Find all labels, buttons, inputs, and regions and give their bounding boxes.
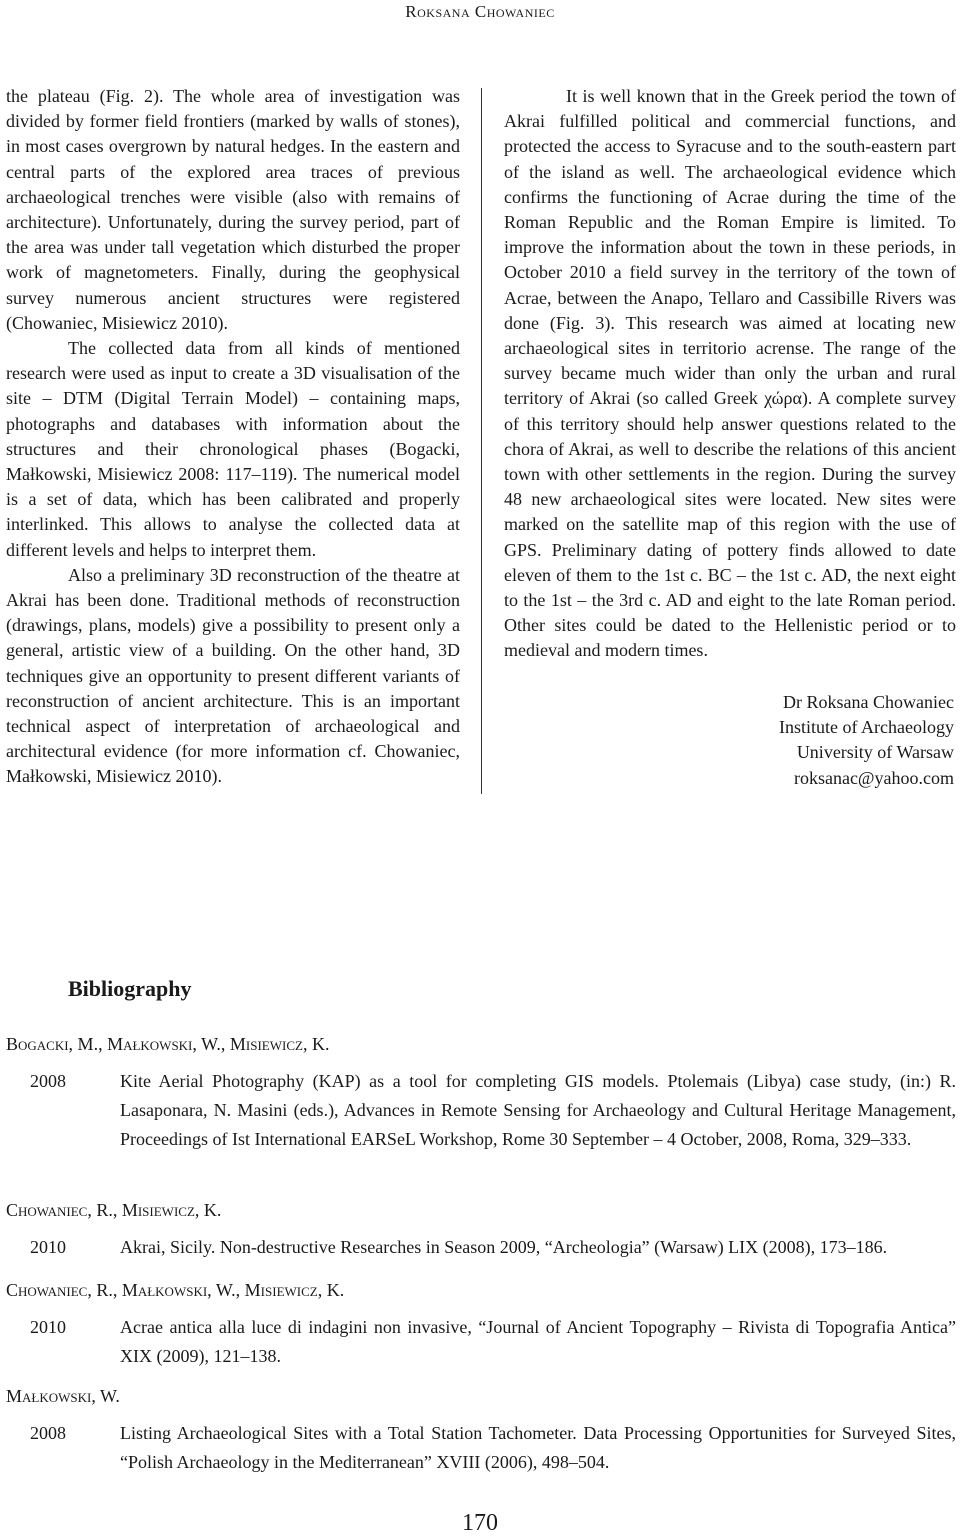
right-column <box>504 84 956 664</box>
bibliography-heading: Bibliography <box>68 976 192 1001</box>
bib-author: Małkowski, W. <box>6 1386 120 1406</box>
author-name: Dr Roksana Chowaniec <box>783 692 954 712</box>
paragraph: Also a preliminary 3D reconstruction of the theatre at Akrai has been done. Traditional methods of reconstruction (drawings, plans, models) give a possibility to present only a general, artistic view of a building. On the other hand, 3D techniques give an opportunity to present different variants of reconstruction of ancient architecture. This is an important technical aspect of interpretation of archaeological and architectural evidence (for more information cf. Chowaniec, Małkowski, Misiewicz 2010). <box>6 564 460 787</box>
bib-text: Acrae antica alla luce di indagini non invasive, “Journal of Ancient Topography – Rivista di Topografia Antica” XIX (2009), 121–138. <box>120 1317 956 1366</box>
left-column <box>6 84 460 790</box>
bib-author: Bogacki, M., Małkowski, W., Misiewicz, K. <box>6 1034 330 1054</box>
bib-text: Akrai, Sicily. Non-destructive Researches in Season 2009, “Archeologia” (Warsaw) LIX (2008), 173–186. <box>120 1237 888 1257</box>
bibliography-entry <box>6 1030 956 1154</box>
bibliography-entry <box>6 1196 956 1262</box>
bib-year: 2008 <box>30 1423 66 1443</box>
bib-year: 2008 <box>30 1071 66 1091</box>
paragraph: the plateau (Fig. 2). The whole area of investigation was divided by former field frontiers (marked by walls of stones), in most cases overgrown by natural hedges. In the eastern and central parts of the explored area traces of previous archaeological trenches were visible (also with remains of architecture). Unfortunately, during the survey period, part of the area was under tall vegetation which disturbed the proper work of magnetometers. Finally, during the geophysical survey numerous ancient structures were registered (Chowaniec, Misiewicz 2010). <box>6 86 460 333</box>
bib-year: 2010 <box>30 1237 66 1257</box>
author-institute: Institute of Archaeology <box>779 717 954 738</box>
running-header: Roksana Chowaniec <box>405 2 555 21</box>
author-email: roksanac@yahoo.com <box>793 767 954 788</box>
bib-year: 2010 <box>30 1317 66 1337</box>
bib-text: Listing Archaeological Sites with a Total Station Tachometer. Data Processing Opportunities for Surveyed Sites, “Polish Archaeology in the Mediterranean” XVIII (2006), 498–504. <box>120 1423 956 1472</box>
paragraph: The collected data from all kinds of mentioned research were used as input to create a 3D visualisation of the site – DTM (Digital Terrain Model) – containing maps, photographs and databases with information about the structures and their chronological phases (Bogacki, Małkowski, Misiewicz 2008: 117–119). The numerical model is a set of data, which has been calibrated and properly interlinked. This allows to analyse the collected data at different levels and helps to interpret them. <box>6 338 460 560</box>
page-number: 170 <box>462 1510 498 1536</box>
column-divider <box>481 88 482 794</box>
bib-author: Chowaniec, R., Małkowski, W., Misiewicz, K. <box>6 1280 345 1300</box>
author-signature <box>779 690 954 791</box>
bibliography-entry <box>6 1382 956 1477</box>
author-university: University of Warsaw <box>796 742 954 763</box>
bib-author: Chowaniec, R., Misiewicz, K. <box>6 1200 222 1220</box>
bibliography-entry <box>6 1276 956 1371</box>
bib-text: Kite Aerial Photography (KAP) as a tool for completing GIS models. Ptolemais (Libya) case study, (in:) R. Lasaponara, N. Masini (eds.), Advances in Remote Sensing for Archaeology and Cultural Heritage Management, Proceedings of Ist International EARSeL Workshop, Rome 30 September – 4 October, 2008, Roma, 329–333. <box>120 1071 956 1149</box>
paragraph: It is well known that in the Greek period the town of Akrai fulfilled political and commercial functions, and protected the access to Syracuse and to the south-eastern part of the island as well. The archaeological evidence which confirms the functioning of Acrae during the time of the Roman Republic and the Roman Empire is limited. To improve the information about the town in these periods, in October 2010 a field survey in the territory of the town of Acrae, between the Anapo, Tellaro and Cassibille Rivers was done (Fig. 3). This research was aimed at locating new archaeological sites in territorio acrense. The range of the survey became much wider than only the urban and rural territory of Akrai (so called Greek χώρα). A complete survey of this territory should help answer questions related to the chora of Akrai, as well to describe the relations of this ancient town with other settlements in the region. During the survey 48 new archaeological sites were located. New sites were marked on the satellite map of this region with the use of GPS. Preliminary dating of pottery finds allowed to date eleven of them to the 1st c. BC – the 1st c. AD, the next eight to the 1st – the 3rd c. AD and eight to the late Roman period. Other sites could be dated to the Hellenistic period or to medieval and modern times. <box>504 86 956 661</box>
